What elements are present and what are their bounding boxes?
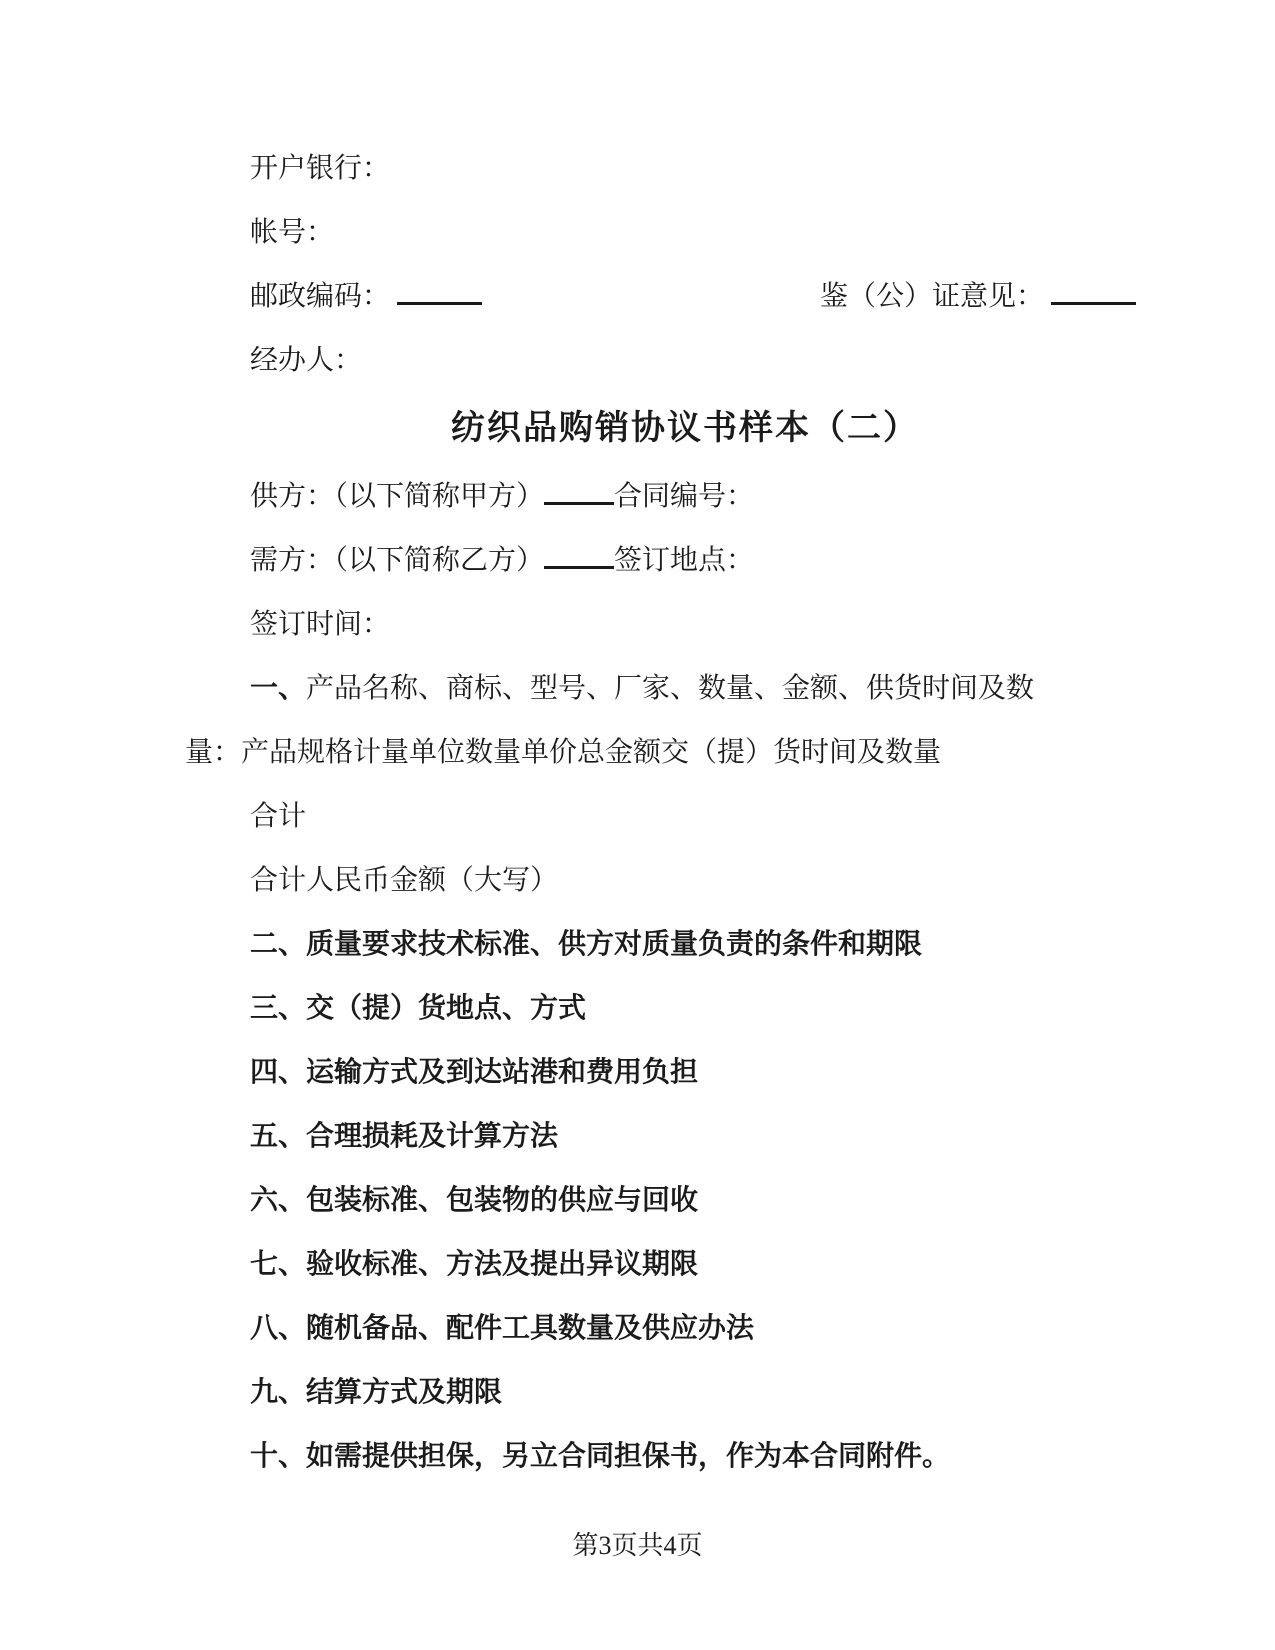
clause-1-text: 产品名称、商标、型号、厂家、数量、金额、供货时间及数 — [306, 673, 1035, 704]
clause-item-3: 三、交（提）货地点、方式 — [250, 993, 587, 1024]
postal-code-blank-line — [397, 299, 482, 305]
subtotal-line: 合计 — [250, 801, 307, 832]
clause-1-line-1 — [185, 672, 1185, 706]
total-in-words-line: 合计人民币金额（大写） — [250, 865, 559, 896]
supplier-label: 供方：（以下简称甲方） — [250, 481, 545, 512]
clause-1-line-2: 量：产品规格计量单位数量单价总金额交（提）货时间及数量 — [185, 737, 942, 768]
clause-item-9: 九、结算方式及期限 — [250, 1377, 503, 1408]
clause-item-6: 六、包装标准、包装物的供应与回收 — [250, 1185, 699, 1216]
page-footer — [0, 1530, 1275, 1562]
notary-opinion-group — [755, 280, 1136, 314]
signing-place-label: 签订地点： — [614, 545, 755, 576]
signing-time-line — [185, 608, 1185, 642]
account-number-line — [185, 216, 1185, 250]
bank-label: 开户银行： — [250, 153, 391, 184]
buyer-blank-line — [544, 563, 614, 569]
clause-item-2: 二、质量要求技术标准、供方对质量负责的条件和期限 — [250, 929, 923, 960]
supplier-line — [185, 480, 1185, 514]
account-number-label: 帐号： — [250, 217, 335, 248]
supplier-blank-line — [544, 499, 614, 505]
clause-item-4: 四、运输方式及到达站港和费用负担 — [250, 1057, 699, 1088]
buyer-label: 需方：（以下简称乙方） — [250, 545, 545, 576]
buyer-line — [185, 544, 1185, 578]
contract-number-label: 合同编号： — [614, 481, 755, 512]
clause-item-10: 十、如需提供担保，另立合同担保书，作为本合同附件。 — [250, 1441, 951, 1472]
clause-1-number: 一、 — [250, 673, 307, 704]
signing-time-label: 签订时间： — [250, 609, 391, 640]
notary-opinion-label: 鉴（公）证意见： — [820, 281, 1045, 312]
agent-label: 经办人： — [250, 345, 363, 376]
bank-line — [185, 152, 1185, 186]
clause-item-8: 八、随机备品、配件工具数量及供应办法 — [250, 1313, 755, 1344]
clause-item-5: 五、合理损耗及计算方法 — [250, 1121, 559, 1152]
agent-line — [185, 344, 1185, 378]
page-number: 第3页共4页 — [572, 1531, 703, 1560]
postal-code-line — [185, 280, 1185, 314]
clause-item-7: 七、验收标准、方法及提出异议期限 — [250, 1249, 699, 1280]
postal-code-label: 邮政编码： — [250, 281, 391, 312]
notary-opinion-blank-line — [1051, 299, 1136, 305]
document-title: 纺织品购销协议书样本（二） — [451, 410, 919, 447]
